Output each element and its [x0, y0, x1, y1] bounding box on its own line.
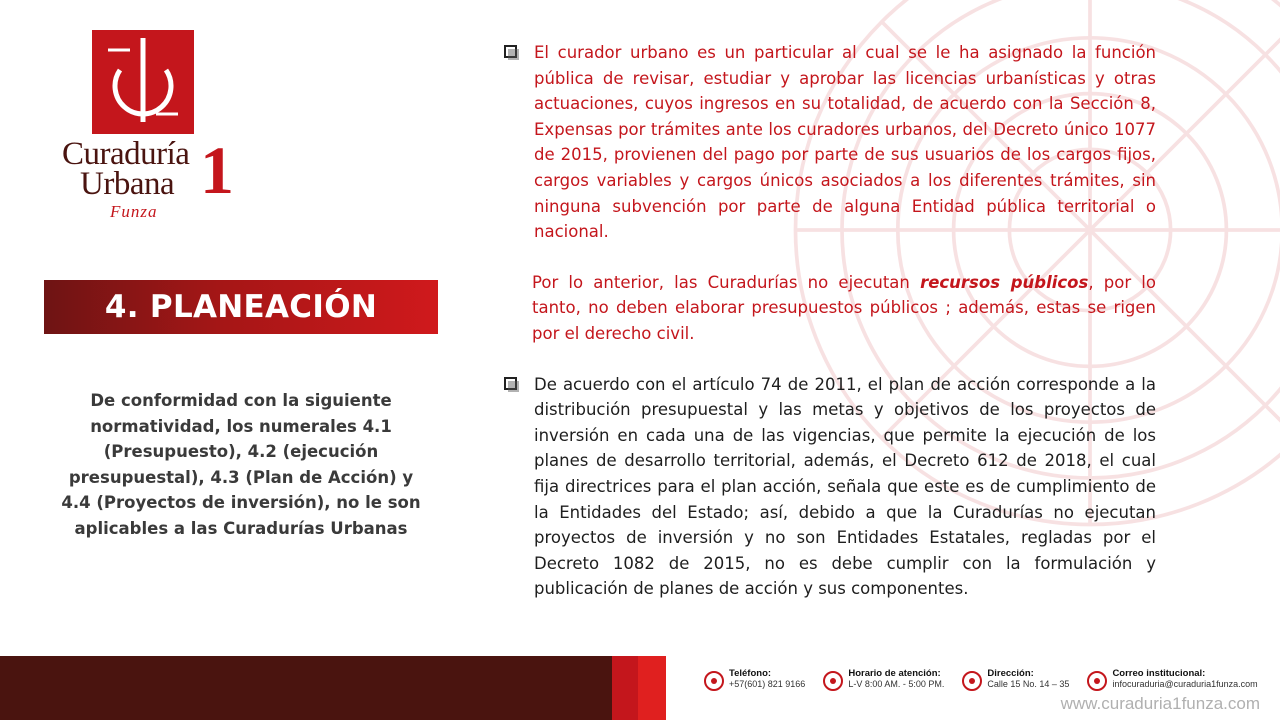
- logo-text-funza: Funza: [110, 202, 158, 221]
- paragraph-recursos-before: Por lo anterior, las Curadurías no ejecutan: [532, 272, 921, 292]
- logo-emblem: [92, 30, 194, 134]
- footer-hours-value: L-V 8:00 AM. - 5:00 PM.: [848, 679, 945, 689]
- checkbox-bullet-icon: [504, 377, 517, 390]
- main-content: [504, 40, 1156, 602]
- footer-red-band: [612, 656, 638, 720]
- footer-email-value: infocuraduria@curaduria1funza.com: [1112, 679, 1258, 689]
- phone-icon: [704, 671, 724, 691]
- footer-contact-info: [704, 668, 1258, 691]
- paragraph-curador-text: El curador urbano es un particular al cual se le ha asignado la función pública de revisar, estudiar y aprobar las licencias urbanísticas y otras actuaciones, cuyos ingresos en su totalidad, de acuerdo con la Sección 8, Expensas por trámites ante los curadores urbanos, del Decreto único 1077 de 2015, provienen del pago por parte de sus usuarios de los cargos fijos, cargos variables y cargos únicos asociados a los diferentes trámites, sin ninguna subvención por parte de alguna Entidad pública territorial o nacional.: [534, 43, 1156, 242]
- email-at-icon: [1087, 671, 1107, 691]
- checkbox-bullet-icon: [504, 45, 517, 58]
- footer-red-band-light: [638, 656, 666, 720]
- curaduria-logo: [60, 28, 235, 228]
- paragraph-recursos-emphasis: recursos públicos: [920, 272, 1089, 292]
- logo-emblem-icon: [92, 30, 194, 134]
- paragraph-plan-accion-text: De acuerdo con el artículo 74 de 2011, el plan de acción corresponde a la distribución presupuestal y las metas y objetivos de los proyectos de inversión en cada una de las vigencias, que permite la ejecución de los planes de desarrollo territorial, además, el Decreto 612 de 2018, el cual fija directrices para el plan acción, señala que este es de cumplimiento de la Entidades del Estado; así, debido a que la Curadurías no ejecutan proyectos de inversión y no son Entidades Estatales, regladas por el Decreto 1082 de 2015, no es debe cumplir con la formulación y publicación de planes de acción y sus componentes.: [534, 374, 1156, 599]
- footer-phone-label: Teléfono:: [729, 668, 772, 679]
- footer-phone: [704, 668, 805, 691]
- logo-text-curaduria: Curaduría: [62, 136, 190, 172]
- location-pin-icon: [962, 671, 982, 691]
- footer-phone-value: +57(601) 821 9166: [729, 679, 806, 689]
- footer-hours: [823, 668, 944, 691]
- footer-email-label: Correo institucional:: [1112, 668, 1206, 679]
- footer-website: www.curaduria1funza.com: [1060, 694, 1260, 713]
- logo-text-urbana: Urbana: [80, 166, 175, 202]
- section-title: 4. PLANEACIÓN: [104, 289, 378, 325]
- section-title-banner: [44, 280, 438, 334]
- applicability-note: De conformidad con la siguiente normatividad, los numerales 4.1 (Presupuesto), 4.2 (ejecución presupuestal), 4.3 (Plan de Acción) y 4.4 (Proyectos de inversión), no le son aplicables a las Curadurías Urbanas: [61, 391, 421, 538]
- paragraph-curador: [504, 40, 1156, 245]
- clock-icon: [823, 671, 843, 691]
- footer-address: [962, 668, 1069, 691]
- footer-email: [1087, 668, 1257, 691]
- footer-address-label: Dirección:: [987, 668, 1034, 679]
- paragraph-plan-accion: [504, 372, 1156, 602]
- logo-number: 1: [200, 132, 234, 208]
- footer-dark-band: [0, 656, 612, 720]
- footer-address-value: Calle 15 No. 14 – 35: [987, 679, 1070, 689]
- footer-hours-label: Horario de atención:: [848, 668, 941, 679]
- paragraph-recursos: [504, 270, 1156, 347]
- paragraph-recursos-after: , por lo tanto, no deben elaborar presupuestos públicos ; además, estas se rigen por el derecho civil.: [532, 272, 1156, 343]
